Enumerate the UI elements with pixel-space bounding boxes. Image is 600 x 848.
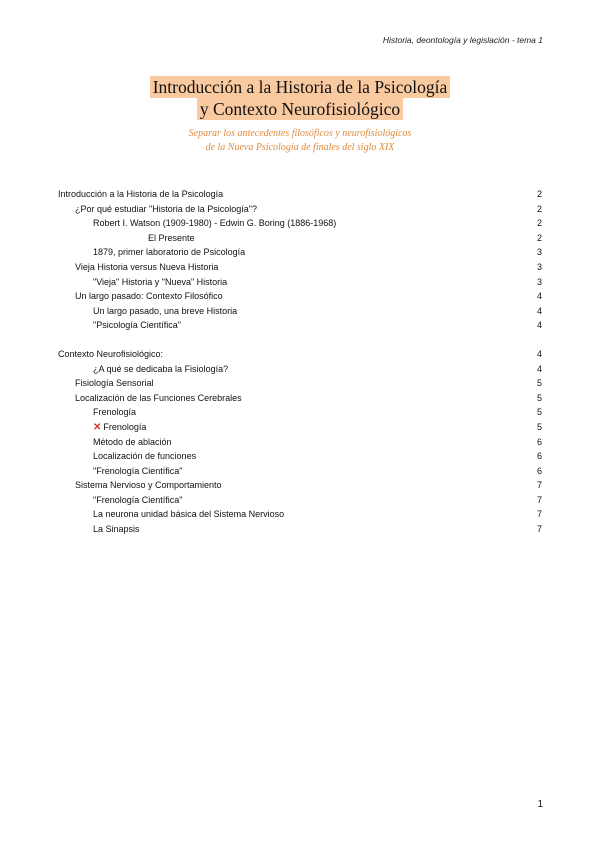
document-title [0,76,600,120]
toc-entry[interactable] [58,507,544,522]
toc-entry-page: 4 [536,363,542,374]
toc-entry[interactable] [58,478,544,493]
toc-entry-page: 4 [536,320,542,331]
title-line-2: y Contexto Neurofisiológico [197,98,403,120]
toc-entry-page: 6 [536,465,542,476]
toc-entry[interactable] [58,202,544,217]
toc-entry-page: 5 [536,421,542,432]
toc-entry[interactable] [58,347,544,362]
toc-entry-label: Contexto Neurofisiológico: [58,348,164,359]
toc-entry[interactable] [58,405,544,420]
toc-entry-page: 6 [536,436,542,447]
toc-entry-label: Introducción a la Historia de la Psicología [58,189,224,199]
toc-entry[interactable] [58,493,544,508]
toc-entry-label: ¿A qué se dedicaba la Fisiología? [93,363,229,374]
toc-entry[interactable] [58,391,544,406]
toc-entry-label: "Psicología Científica" [93,320,181,331]
toc-entry[interactable] [58,245,544,260]
toc-entry-label: "Frenología Científica" [93,465,183,476]
toc-entry-label: Un largo pasado, una breve Historia [93,305,238,316]
toc-entry-label: Vieja Historia versus Nueva Historia [75,261,219,272]
page-number: 1 [537,799,543,810]
toc-entry-label: Método de ablación [93,436,172,447]
toc-entry-page: 4 [536,305,542,316]
toc-entry[interactable] [58,435,544,450]
running-header: Historia, deontología y legislación - tema 1 [382,35,543,45]
toc-entry-page: 3 [536,276,542,287]
toc-entry[interactable] [58,231,544,246]
toc-entry-page: 7 [536,509,542,520]
toc-entry-label: Fisiología Sensorial [75,378,154,389]
toc-entry[interactable] [58,464,544,479]
toc-entry-page: 2 [536,189,542,199]
toc-entry-page: 2 [536,218,542,229]
toc-entry-page: 2 [536,203,542,214]
toc-entry[interactable] [58,216,544,231]
toc-entry[interactable] [58,362,544,377]
toc-entry-label: 1879, primer laboratorio de Psicología [93,247,246,258]
toc-section-gap [58,333,544,347]
toc-entry[interactable] [58,275,544,290]
toc-entry-page: 4 [536,348,542,359]
subtitle-line-1: Separar los antecedentes filosóficos y neurofisiológicos [188,128,412,139]
toc-entry-page: 4 [536,291,542,302]
toc-entry[interactable] [58,420,544,435]
toc-entry[interactable] [58,318,544,333]
toc-entry-label: El Presente [148,232,195,243]
toc-entry-page: 7 [536,524,542,535]
toc-entry-page: 7 [536,480,542,491]
toc-entry[interactable] [58,449,544,464]
toc-entry-label: La neurona unidad básica del Sistema Nervioso [93,509,285,520]
toc-entry-page: 7 [536,494,542,505]
toc-entry-page: 3 [536,247,542,258]
toc-entry-label: Localización de funciones [93,451,197,462]
toc-entry-page: 5 [536,392,542,403]
document-subtitle [0,127,600,155]
toc-entry-page: 2 [536,232,542,243]
toc-entry[interactable] [58,187,544,202]
toc-entry[interactable] [58,376,544,391]
toc-entry-label: ¿Por qué estudiar "Historia de la Psicología"? [75,203,257,214]
toc-entry[interactable] [58,522,544,537]
title-line-1: Introducción a la Historia de la Psicología [150,76,451,98]
toc-entry-label: Localización de las Funciones Cerebrales [75,392,242,403]
toc-entry-label: Frenología [93,407,137,418]
toc-entry-label: "Vieja" Historia y "Nueva" Historia [93,276,228,287]
toc-entry[interactable] [58,304,544,319]
toc-entry[interactable] [58,289,544,304]
toc-entry-page: 3 [536,261,542,272]
toc-entry-label: "Frenología Científica" [93,494,183,505]
toc-entry-page: 5 [536,378,542,389]
toc-entry-label: Robert I. Watson (1909-1980) - Edwin G. Boring (1886-1968) [93,218,337,229]
toc-entry-label-with-icon [93,420,146,436]
toc-entry-label: La Sinapsis [93,524,140,535]
table-of-contents [58,187,544,537]
toc-entry-page: 6 [536,451,542,462]
subtitle-line-2: de la Nueva Psicología de finales del siglo XIX [205,142,395,153]
toc-entry[interactable] [58,260,544,275]
toc-entry-page: 5 [536,407,542,418]
toc-entry-label: Un largo pasado: Contexto Filosófico [75,291,223,302]
toc-entry-label: Frenología [103,421,147,432]
cross-mark-icon: ✕ [93,421,102,433]
toc-entry-label: Sistema Nervioso y Comportamiento [75,480,222,491]
